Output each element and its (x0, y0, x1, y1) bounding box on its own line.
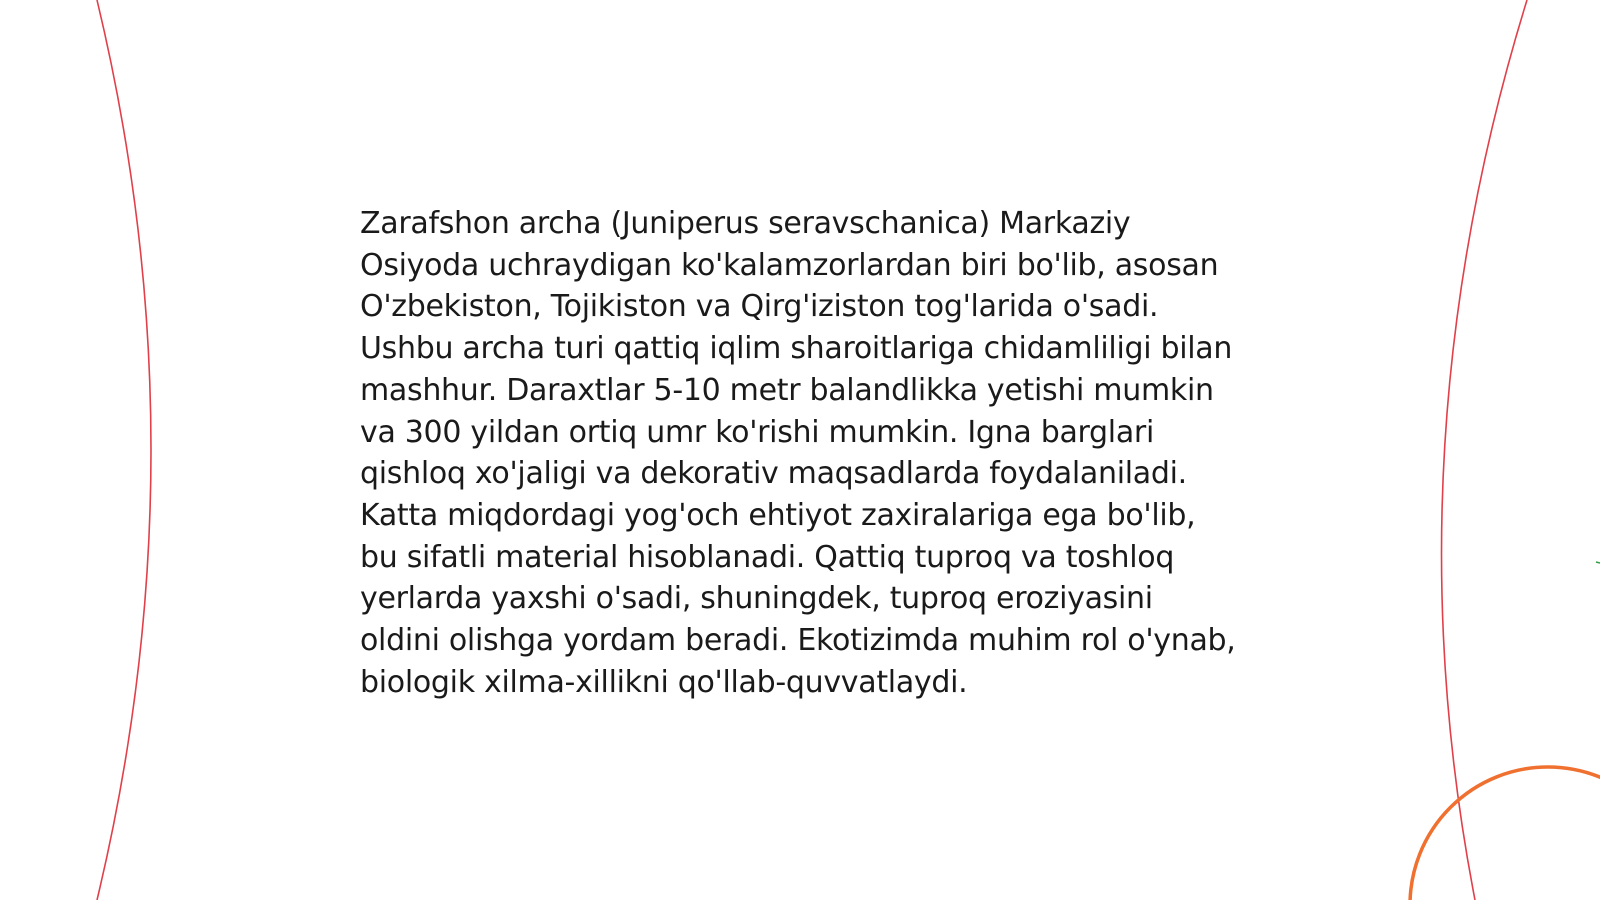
orange-circle-decoration (1410, 767, 1600, 900)
small-green-mark (1596, 562, 1600, 563)
right-curve-decoration (1442, 0, 1527, 900)
left-curve-decoration (97, 0, 151, 900)
slide-body-text: Zarafshon archa (Juniperus seravschanica) Markaziy Osiyoda uchraydigan ko'kalamzorlardan biri bo'lib, asosan O'zbekiston, Tojikiston va Qirg'iziston tog'larida o'sadi. Ushbu archa turi qattiq iqlim sharoitlariga chidamliligi bilan mashhur. Daraxtlar 5-10 metr balandlikka yetishi mumkin va 300 yildan ortiq umr ko'rishi mumkin. Igna barglari qishloq xo'jaligi va dekorativ maqsadlarda foydalaniladi. Katta miqdordagi yog'och ehtiyot zaxiralariga ega bo'lib, bu sifatli material hisoblanadi. Qattiq tuproq va toshloq yerlarda yaxshi o'sadi, shuningdek, tuproq eroziyasini oldini olishga yordam beradi. Ekotizimda muhim rol o'ynab, biologik xilma-xillikni qo'llab-quvvatlaydi. (360, 206, 1236, 700)
